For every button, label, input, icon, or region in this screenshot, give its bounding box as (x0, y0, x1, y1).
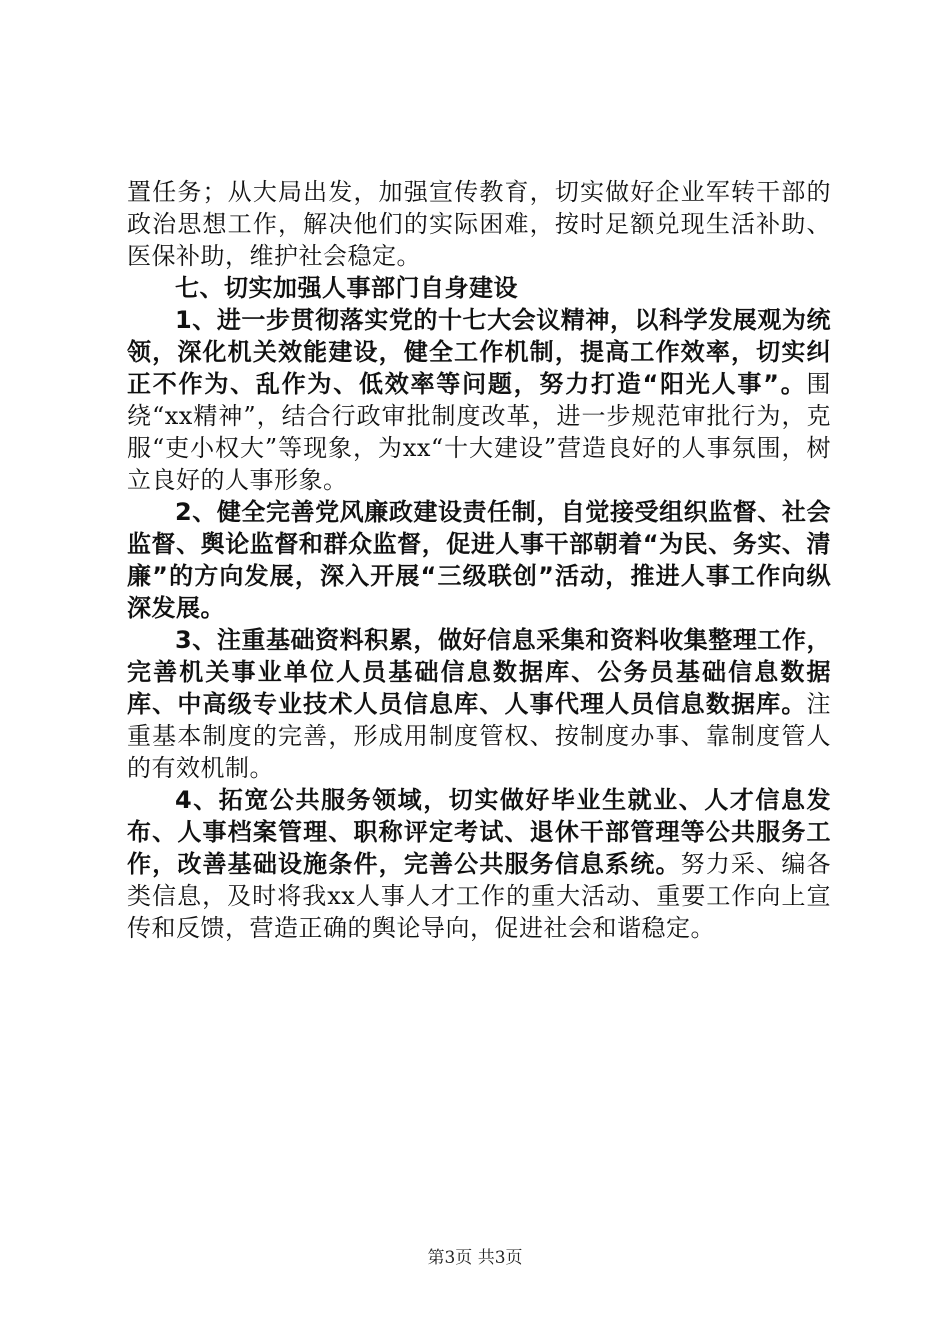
text-run-bold: 1、进一步贯彻落实党的十七大会议精神，以科学发展观为统领，深化机关效能建设，健全工作机制，提高工作效率，切实纠正不作为、乱作为、低效率等问题，努力打造“阳光人事”。 (127, 306, 831, 398)
document-body (127, 177, 831, 945)
paragraph-item-1 (127, 305, 831, 497)
text-run-bold: 3、注重基础资料积累，做好信息采集和资料收集整理工作，完善机关事业单位人员基础信息数据库、公务员基础信息数据库、中高级专业技术人员信息库、人事代理人员信息数据库。 (127, 626, 831, 718)
text-run: 注重基本制度的完善，形成用制度管权、按制度办事、靠制度管人的有效机制。 (127, 690, 831, 782)
paragraph-item-4 (127, 785, 831, 945)
text-run-bold: 2、健全完善党风廉政建设责任制，自觉接受组织监督、社会监督、舆论监督和群众监督，促进人事干部朝着“为民、务实、清廉”的方向发展，深入开展“三级联创”活动，推进人事工作向纵深发展。 (127, 498, 831, 622)
text-run: 围绕“xx精神”，结合行政审批制度改革，进一步规范审批行为，克服“吏小权大”等现象，为xx“十大建设”营造良好的人事氛围，树立良好的人事形象。 (127, 370, 831, 494)
section-heading-text: 七、切实加强人事部门自身建设 (175, 274, 518, 302)
text-run: 努力采、编各类信息，及时将我xx人事人才工作的重大活动、重要工作向上宣传和反馈，营造正确的舆论导向，促进社会和谐稳定。 (127, 850, 832, 942)
section-heading-7 (127, 273, 831, 305)
paragraph-item-2 (127, 497, 831, 625)
paragraph-item-3 (127, 625, 831, 785)
paragraph-continuation (127, 177, 831, 273)
text-run-bold: 4、拓宽公共服务领域，切实做好毕业生就业、人才信息发布、人事档案管理、职称评定考试、退休干部管理等公共服务工作，改善基础设施条件，完善公共服务信息系统。 (127, 786, 831, 878)
text-run: 置任务；从大局出发，加强宣传教育，切实做好企业军转干部的政治思想工作，解决他们的实际困难，按时足额兑现生活补助、医保补助，维护社会稳定。 (127, 178, 831, 270)
page-footer: 第3页 共3页 (427, 1248, 523, 1268)
